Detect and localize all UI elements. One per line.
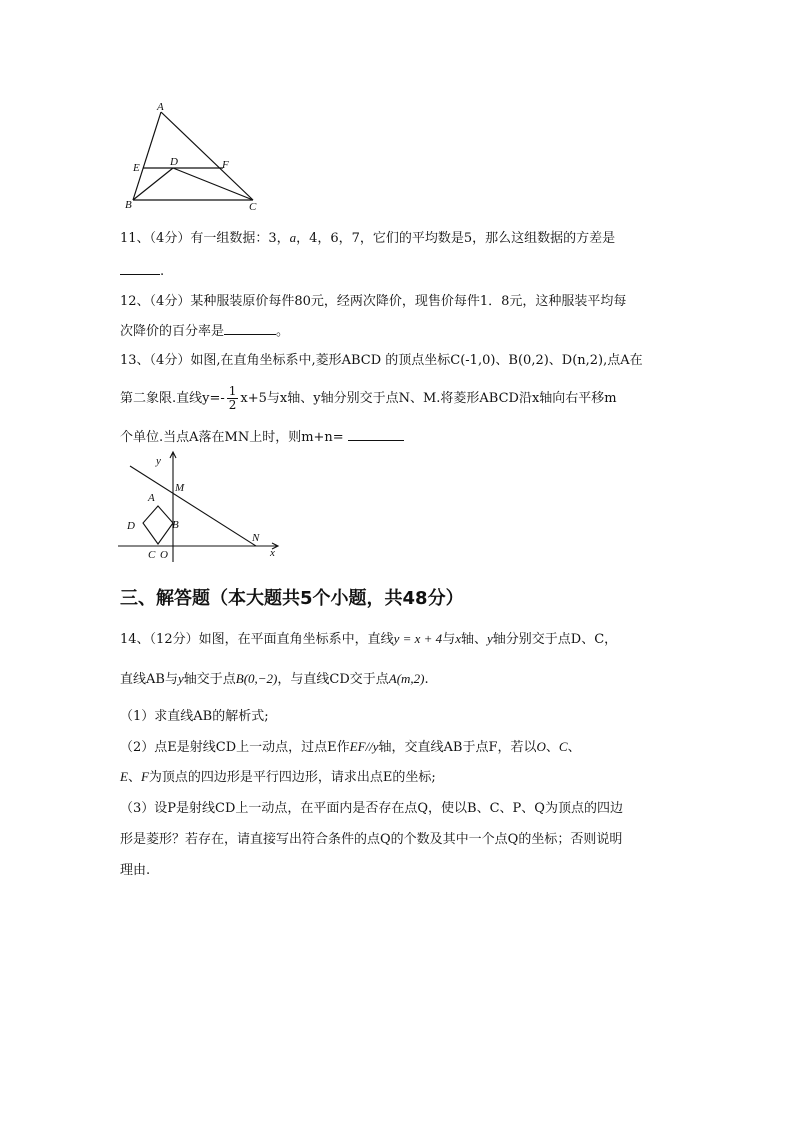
question-11: 11、（4分）有一组数据：3，a，4，6，7，它们的平均数是5，那么这组数据的方差是 bbox=[120, 230, 616, 246]
question-14-part-3: （3）设P是射线CD上一动点，在平面内是否存在点Q，使以B、C、P、Q为顶点的四边 bbox=[120, 801, 623, 816]
label-F: F bbox=[222, 159, 229, 171]
answer-blank bbox=[224, 322, 276, 335]
point-B: B(0,−2) bbox=[235, 671, 278, 686]
label-B: B bbox=[172, 519, 179, 531]
label-B: B bbox=[125, 199, 132, 211]
fraction-one-half: $\frac{1}{2}$ bbox=[228, 384, 237, 412]
label-A: A bbox=[148, 492, 155, 504]
line-MN bbox=[130, 466, 256, 546]
segment-AB bbox=[133, 112, 161, 200]
answer-blank bbox=[120, 262, 160, 275]
label-O: O bbox=[160, 549, 168, 561]
label-A: A bbox=[157, 101, 164, 113]
label-C: C bbox=[249, 201, 257, 213]
label-C: C bbox=[148, 549, 156, 561]
equation-line-cd: y = x + 4 bbox=[393, 631, 443, 646]
label-D: D bbox=[170, 156, 178, 168]
question-13-line3: 个单位.当点A落在MN上时，则m+n= bbox=[120, 428, 404, 447]
question-14-part-2-line2: E、F为顶点的四边形是平行四边形，请求出点E的坐标; bbox=[120, 769, 436, 785]
label-M: M bbox=[175, 482, 185, 494]
label-E: E bbox=[133, 162, 140, 174]
label-N: N bbox=[252, 532, 260, 544]
point-A: A(m,2) bbox=[388, 671, 425, 686]
question-14-part-2: （2）点E是射线CD上一动点，过点E作EF//y轴，交直线AB于点F，若以O、C、 bbox=[120, 739, 581, 755]
question-13-line2: 第二象限.直线y=- $\frac{1}{2}$ x+5与x轴、y轴分别交于点N、M.将菱形ABCD沿x轴向右平移m bbox=[120, 384, 617, 412]
question-12: 12、（4分）某种服装原价每件80元，经两次降价，现售价每件1．8元，这种服装平均每 bbox=[120, 294, 627, 309]
label-y: y bbox=[156, 455, 161, 467]
question-13: 13、（4分）如图,在直角坐标系中,菱形ABCD 的顶点坐标C(-1,0)、B(0,2)、D(n,2),点A在 bbox=[120, 353, 643, 368]
var-a: a bbox=[289, 230, 297, 245]
question-14-part-3-line2: 形是菱形？若存在，请直接写出符合条件的点Q的个数及其中一个点Q的坐标；否则说明 bbox=[120, 832, 623, 847]
rhombus-ABCD bbox=[143, 506, 173, 544]
label-D: D bbox=[127, 520, 135, 532]
label-x: x bbox=[270, 547, 275, 559]
question-14-part-1: （1）求直线AB的解析式; bbox=[120, 709, 269, 724]
answer-blank bbox=[348, 428, 404, 441]
section-heading: 三、解答题（本大题共5个小题，共48分） bbox=[120, 588, 464, 609]
question-12-line2: 次降价的百分率是 。 bbox=[120, 324, 290, 339]
triangle-figure bbox=[118, 100, 268, 215]
coordinate-figure bbox=[116, 450, 286, 565]
question-11-answer: . bbox=[120, 262, 164, 281]
segment-DC bbox=[173, 168, 253, 200]
question-14: 14、（12分）如图，在平面直角坐标系中，直线y = x + 4与x轴、y轴分别交于点D、C， bbox=[120, 631, 618, 647]
question-14-part-3-line3: 理由. bbox=[120, 863, 151, 878]
question-14-line2: 直线AB与y轴交于点B(0,−2)，与直线CD交于点A(m,2). bbox=[120, 671, 429, 687]
